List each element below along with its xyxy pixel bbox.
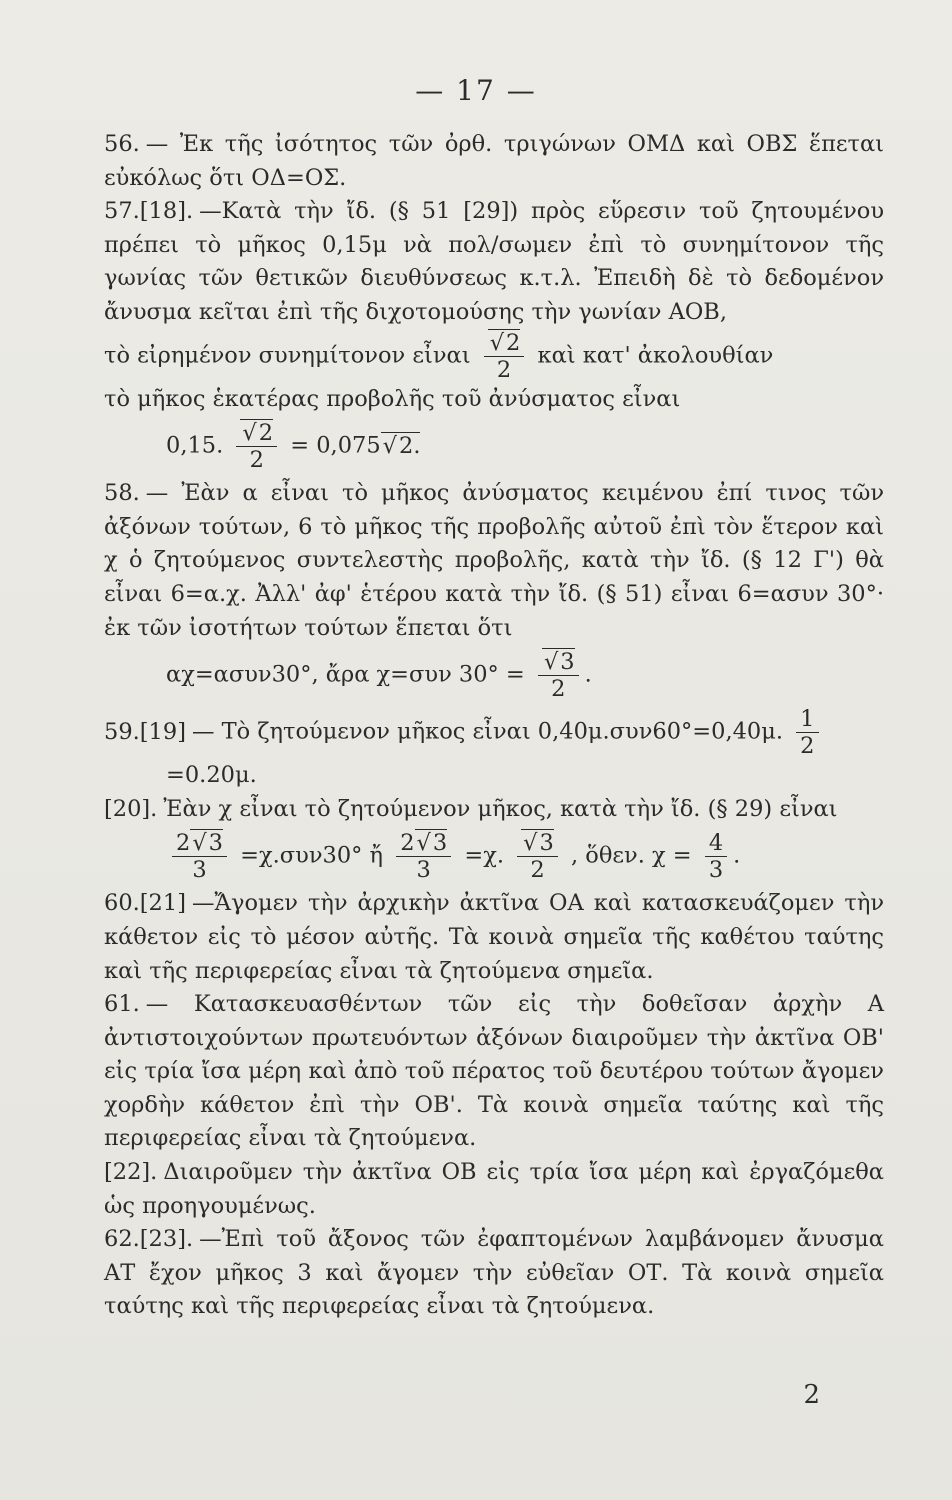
paragraph-text: Ἐὰν χ εἶναι τὸ ζητούμενον μῆκος, κατὰ τὴν ἴδ. (§ 29) εἶναι [163, 795, 838, 822]
paragraph-text: Διαιροῦμεν τὴν ἀκτῖνα ΟΒ εἰς τρία ἴσα μέρη καὶ ἐργαζόμεθα ὡς προηγουμένως. [104, 1159, 884, 1219]
item-number: 56. [104, 131, 140, 157]
paragraph-text: — Τὸ ζητούμενον μῆκος εἶναι 0,40μ.συν60°=0,40μ. [191, 718, 784, 745]
item-number: 57.[18]. [104, 198, 194, 225]
paragraph-text: —Ἐπὶ τοῦ ἄξονος τῶν ἐφαπτομένων λαμβάνομεν ἄνυσμα ΑΤ ἔχον μῆκος 3 καὶ ἄγομεν τὴν εὐθεῖαν ΟΤ. Τὰ κοινὰ σημεῖα ταύτης καὶ τῆς περιφερείας εἶναι τὰ ζητούμενα. [104, 1226, 884, 1320]
fraction: √ $\frac{3}{2}$ [517, 830, 558, 883]
paragraph-57 [104, 195, 884, 473]
fraction: $\frac{4}{3}$ [705, 830, 727, 883]
paragraph-text: —Ἄγομεν τὴν ἀρχικὴν ἀκτῖνα ΟΑ καὶ κατασκευάζομεν τὴν κάθετον εἰς τὸ μέσον αὐτῆς. Τὰ κοινὰ σημεῖα τῆς καθέτου ταύτης καὶ τῆς περιφερείας εἶναι τὰ ζητούμενα σημεῖα. [104, 890, 884, 984]
item-number: 62.[23]. [104, 1226, 194, 1253]
paragraph-59 [104, 706, 884, 793]
paragraph-60 [104, 887, 884, 988]
item-number: 58. [104, 480, 140, 507]
paragraph-text: —Κατὰ τὴν ἴδ. (§ 51 [29]) πρὸς εὕρεσιν τοῦ ζητουμένου πρέπει τὸ μῆκος 0,15μ νὰ πολ/σωμεν ἐπὶ τὸ συνημίτονον τῆς γωνίας τῶν θετικῶν διευθύνσεως κ.τ.λ. Ἐπειδὴ δὲ τὸ δεδομένον ἄνυσμα κεῖται ἐπὶ τῆς διχοτομούσης τὴν γωνίαν ΑΟΒ, [104, 198, 884, 325]
item-number: 61. [104, 991, 140, 1018]
item-number: [20]. [104, 795, 158, 822]
paragraph-line: τὸ μῆκος ἑκατέρας προβολῆς τοῦ ἀνύσματος εἶναι [104, 385, 681, 412]
item-number: [22]. [104, 1159, 158, 1186]
paragraph-text: — Ἐκ τῆς ἰσότητος τῶν ὀρθ. τριγώνων ΟΜΔ καὶ ΟΒΣ ἕπεται εὐκόλως ὅτι ΟΔ=ΟΣ. [104, 131, 884, 191]
item-number: 60.[21] [104, 890, 186, 917]
formula: 0,15. √ $\frac{2}{2}$ = 0,075√ 2. [104, 420, 884, 473]
fraction: $\frac{2√ 3}{3}$ [396, 830, 451, 883]
signature-mark: 2 [803, 1380, 820, 1410]
paragraph-56 [104, 128, 884, 195]
fraction: $\frac{1}{2}$ [796, 706, 818, 759]
paragraph-61 [104, 988, 884, 1156]
fraction: √ $\frac{2}{2}$ [484, 330, 525, 383]
fraction: $\frac{2√ 3}{3}$ [172, 830, 227, 883]
paragraph-line: τὸ εἰρημένον συνημίτονον εἶναι √ $\frac{2}{2}$ καὶ κατ' ἀκολουθίαν [104, 330, 884, 383]
page-number: — 17 — [415, 74, 537, 107]
formula: $\frac{2√ 3}{3}$ =χ.συν30° ἤ $\frac{2√ 3}{3}$ =χ. √ $\frac{3}{2}$ , ὅθεν. χ = $\frac{4}{3}$ . [104, 830, 884, 883]
paragraph-20 [104, 793, 884, 884]
fraction: √ $\frac{2}{2}$ [236, 420, 277, 473]
paragraph-62 [104, 1223, 884, 1324]
paragraph-text: — Κατασκευασθέντων τῶν εἰς τὴν δοθεῖσαν ἀρχὴν Α ἀντιστοιχούντων πρωτευόντων ἀξόνων διαιροῦμεν τὴν ἀκτῖνα ΟΒ' εἰς τρία ἴσα μέρη καὶ ἀπὸ τοῦ πέρατος τοῦ δευτέρου τούτων ἄγομεν χορδὴν κάθετον ἐπὶ τὴν ΟΒ'. Τὰ κοινὰ σημεῖα ταύτης καὶ τῆς περιφερείας εἶναι τὰ ζητούμενα. [104, 991, 884, 1152]
paragraph-22 [104, 1156, 884, 1223]
document-body [104, 128, 884, 1324]
fraction: √ $\frac{3}{2}$ [538, 649, 579, 702]
item-number: 59.[19] [104, 718, 186, 745]
paragraph-text: — Ἐὰν α εἶναι τὸ μῆκος ἀνύσματος κειμένου ἐπί τινος τῶν ἀξόνων τούτων, 6 τὸ μῆκος τῆς προβολῆς αὐτοῦ ἐπὶ τὸν ἕτερον καὶ χ ὁ ζητούμενος συντελεστὴς προβολῆς, κατὰ τὴν ἴδ. (§ 12 Γ') θὰ εἶναι 6=α.χ. Ἀλλ' ἀφ' ἑτέρου κατὰ τὴν ἴδ. (§ 51) εἶναι 6=ασυν 30°· ἐκ τῶν ἰσοτήτων τούτων ἕπεται ὅτι [104, 480, 884, 641]
formula: αχ=ασυν30°, ἄρα χ=συν 30° = √ $\frac{3}{2}$ . [104, 649, 884, 702]
paragraph-line: =0.20μ. [166, 762, 257, 789]
paragraph-58 [104, 477, 884, 702]
